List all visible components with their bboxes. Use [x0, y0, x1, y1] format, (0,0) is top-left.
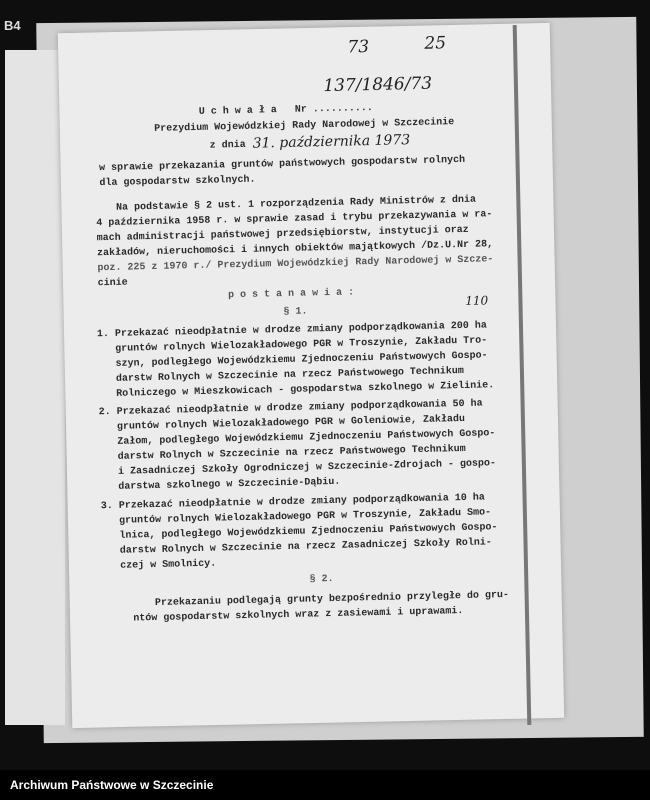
item-1-line: Rolniczego w Mieszkowicach - gospodarstwa szkolnego w Zielinie. [116, 380, 495, 400]
section-2-heading: § 2. [309, 573, 334, 586]
handwritten-resolution-number: 137/1846/73 [323, 73, 433, 97]
item-1-line: darstw Rolnych w Szczecinie na rzecz Państwowego Technikum [115, 365, 465, 385]
item-3-line: gruntów rolnych Wielozakładowego PGR w Troszynie, Zakładu Smo- [119, 507, 492, 527]
item-1-line: gruntów rolnych Wielozakładowego PGR w Troszynie, Zakładu Tro- [115, 335, 488, 355]
subject-line: dla gospodarstw szkolnych. [99, 174, 256, 190]
item-2-line: darstw Rolnych w Szczecinie na rzecz Państwowego Technikum [117, 443, 466, 463]
item-3-line: lnica, podległego Wojewódzkiemu Zjednoczeniu Państwowych Gospo- [119, 522, 498, 542]
section-1-heading: § 1. [283, 306, 308, 319]
date-label: z dnia [209, 139, 246, 152]
handwritten-top-number: 73 [347, 37, 370, 58]
issuer: Prezydium Wojewódzkiej Rady Narodowej w Szczecinie [154, 117, 455, 135]
preamble-line: zakładów, nieruchomości i innych obiektów majątkowych /Dz.U.Nr 28, [96, 239, 494, 260]
item-2-line: 2. Przekazać nieodpłatnie w drodze zmiany podporządkowania 50 ha [98, 398, 483, 419]
item-3-line: darstw Rolnych w Szczecinie na rzecz Zasadniczej Szkoły Rolni- [119, 537, 492, 557]
preamble-line: mach administracji państwowej przedsiębiorstw, instytucji oraz [96, 224, 469, 245]
resolves-heading: p o s t a n a w i a : [227, 287, 355, 302]
item-3-line: czej w Smolnicy. [120, 558, 217, 572]
preamble-line: 4 października 1958 r. w sprawie zasad i trybu przekazywania w ra- [96, 209, 493, 230]
section-2-line: Przekazaniu podlegają grunty bezpośrednio przyległe do gru- [154, 589, 510, 610]
item-3-line: 3. Przekazać nieodpłatnie w drodze zmiany podporządkowania 10 ha [100, 492, 485, 513]
subject-line: w sprawie przekazania gruntów państwowych gospodarstw rolnych [99, 154, 466, 175]
item-1-line: szyn, podległego Wojewódzkiemu Zjednoczeniu Państwowych Gospo- [115, 350, 488, 370]
item-1-line: 1. Przekazać nieodpłatnie w drodze zmiany podporządkowania 200 ha [96, 320, 488, 341]
handwritten-date: 31. października 1973 [252, 132, 411, 152]
resolution-title: U c h w a ł a Nr .......... [198, 102, 374, 118]
item-2-line: Załom, podległego Wojewódzkiemu Zjednoczeniu Państwowych Gospo- [117, 428, 496, 448]
archive-footer [0, 770, 650, 800]
handwritten-page-number: 25 [424, 33, 447, 54]
corner-label: B4 [4, 18, 21, 33]
preamble-line: cinie [97, 277, 128, 290]
preamble-line: Na podstawie § 2 ust. 1 rozporządzenia Rady Ministrów z dnia [115, 194, 477, 214]
section-2-line: ntów gospodarstw szkolnych wraz z zasiewami i uprawami. [133, 606, 464, 625]
item-2-line: i Zasadniczej Szkoły Ogrodniczej w Szczecinie-Zdrojach - gospo- [117, 458, 497, 478]
archive-name: Archiwum Państwowe w Szczecinie [10, 778, 214, 792]
item-2-line: gruntów rolnych Wielozakładowego PGR w Goleniowie, Zakładu [116, 413, 466, 433]
preamble-line: poz. 225 z 1970 r./ Prezydium Wojewódzkiej Rady Narodowej w Szcze- [97, 254, 494, 275]
handwritten-correction: 110 [465, 293, 489, 308]
item-2-line: darstwa szkolnego w Szczecinie-Dąbiu. [118, 476, 341, 493]
